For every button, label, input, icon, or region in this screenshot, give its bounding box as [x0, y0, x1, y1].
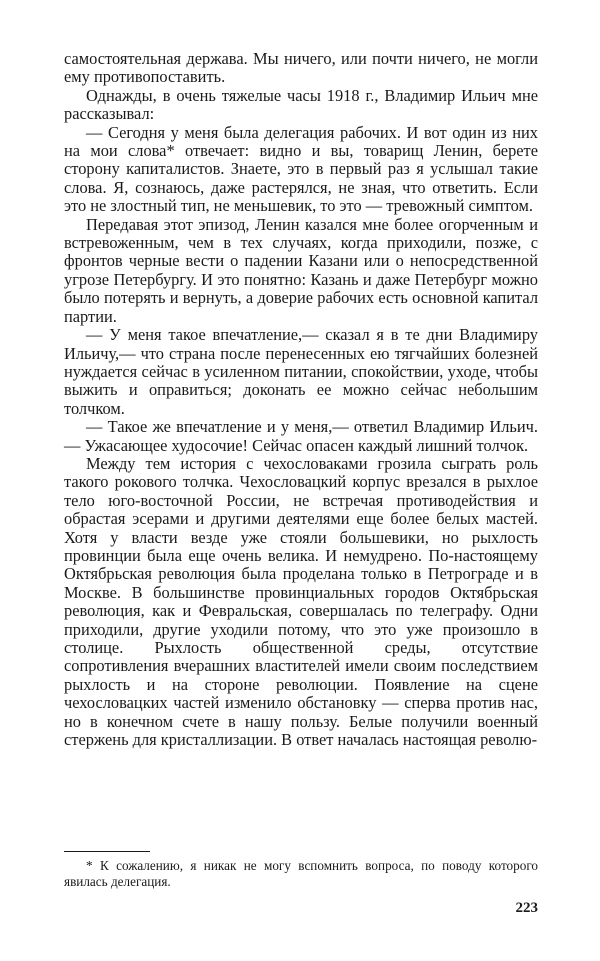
page-body — [64, 50, 538, 749]
paragraph-5: — У меня такое впечатление,— сказал я в те дни Владимиру Ильичу,— что страна после перенесенных ею тягчайших болезней нуждается сейчас в усиленном питании, спокойствии, уходе, чтобы выжить и оправиться; доконать ее можно сейчас небольшим толчком. — [64, 325, 538, 418]
paragraph-2: Однажды, в очень тяжелые часы 1918 г., Владимир Ильич мне рассказывал: — [64, 85, 538, 124]
paragraph-6: — Такое же впечатление и у меня,— ответил Владимир Ильич.— Ужасающее худосочие! Сейчас опасен каждый лишний толчок. — [64, 417, 538, 455]
footnote-divider — [64, 851, 150, 852]
footnote — [64, 858, 538, 890]
page-number: 223 — [515, 900, 538, 916]
paragraph-4: Передавая этот эпизод, Ленин казался мне более огорченным и встревоженным, чем в тех случаях, когда приходили, позже, с фронтов черные вести о падении Казани или о непосредственной угрозе Петербургу. И это понятно: Казань и даже Петербург можно было потерять и вернуть, а доверие рабочих есть основной капитал партии. — [64, 214, 538, 326]
footnote-text: * К сожалению, я никак не могу вспомнить вопроса, по поводу которого явилась делегация. — [64, 858, 538, 889]
paragraph-3: — Сегодня у меня была делегация рабочих. И вот один из них на мои слова* отвечает: видно и вы, товарищ Ленин, берете сторону капиталистов. Знаете, это в первый раз я услышал такие слова. Я, сознаюсь, даже растерялся, не зная, что ответить. Если это не злостный тип, не меньшевик, то это — тревожный симптом. — [64, 122, 538, 216]
paragraph-7: Между тем история с чехословаками грозила сыграть роль такого рокового толчка. Чехословацкий корпус врезался в рыхлое тело юго-восточной России, не встречая противодействия и обрастая эсерами и другими деятелями еще более белых мастей. Хотя у власти везде уже стояли большевики, но рыхлость провинции была еще очень велика. И немудрено. По-настоящему Октябрьская революция была проделана только в Петрограде и в Москве. В большинстве провинциальных городов Октябрьская революция, как и Февральская, совершалась по телеграфу. Одни приходили, другие уходили потому, что это уже произошло в столице. Рыхлость общественной среды, отсутствие сопротивления вчерашних властителей имели своим последствием рыхлость и на стороне революции. Появление на сцене чехословацких частей изменило обстановку — сперва против нас, но в конечном счете в нашу пользу. Белые получили военный стержень для кристаллизации. В ответ началась настоящая револю- — [64, 453, 538, 750]
main-text — [64, 50, 538, 749]
paragraph-1: самостоятельная держава. Мы ничего, или почти ничего, не могли ему противопоставить. — [64, 49, 538, 87]
